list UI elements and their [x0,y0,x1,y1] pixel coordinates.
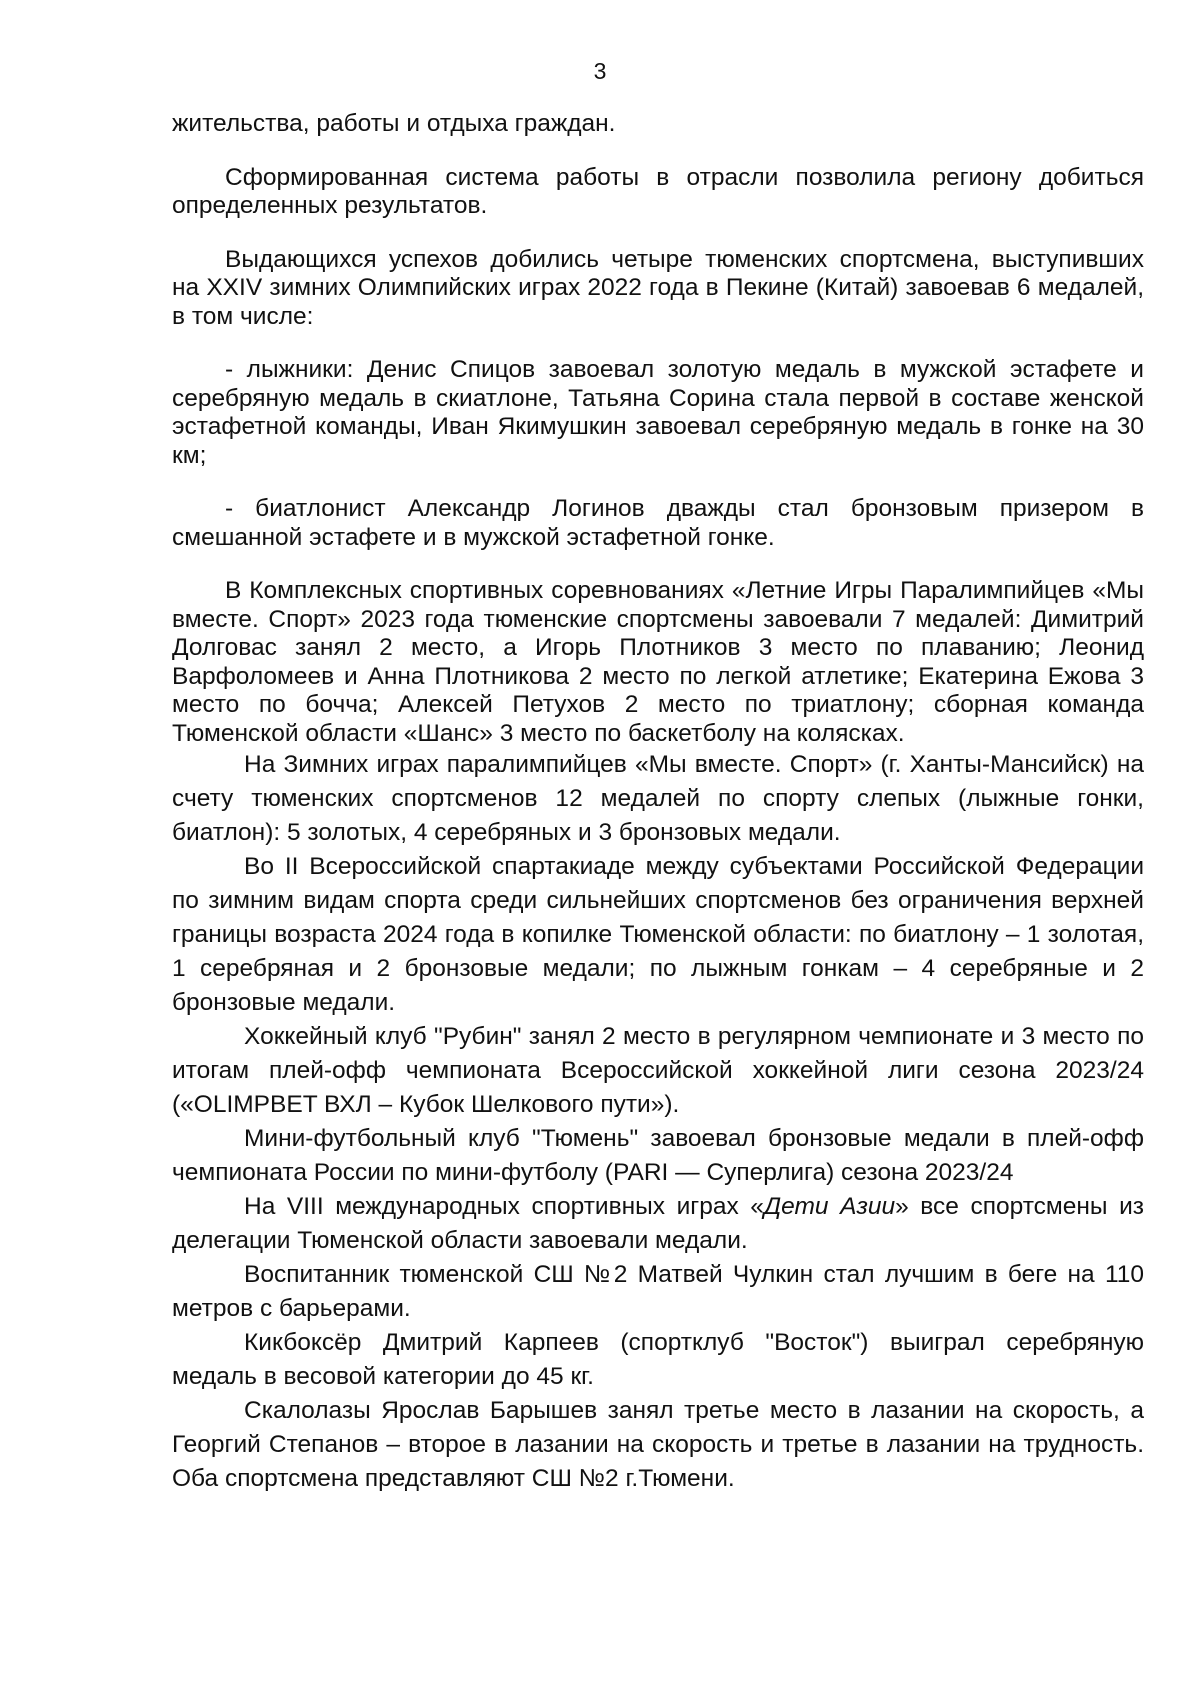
paragraph-children-of-asia [172,1190,1144,1258]
paragraph-olympics: Выдающихся успехов добились четыре тюменских спортсмена, выступивших на XXIV зимних Олимпийских играх 2022 года в Пекине (Китай) завоевав 6 медалей, в том числе: [172,245,1144,330]
paragraph-paralympic-summer: В Комплексных спортивных соревнованиях «Летние Игры Паралимпийцев «Мы вместе. Спорт» 2023 года тюменские спортсмены завоевали 7 медалей: Димитрий Долговас занял 2 место, а Игорь Плотников 3 место по плаванию; Леонид Варфоломеев и Анна Плотникова 2 место по легкой атлетике; Екатерина Ежова 3 место по бочча; Алексей Петухов 2 место по триатлону; сборная команда Тюменской области «Шанс» 3 место по баскетболу на колясках. [172,577,1144,747]
paragraph-karpeev: Кикбоксёр Дмитрий Карпеев (спортклуб "Восток") выиграл серебряную медаль в весовой категории до 45 кг. [172,1329,1144,1390]
paragraph-intro-end: жительства, работы и отдыха граждан. [172,110,616,137]
paragraph-paralympic-winter: На Зимних играх паралимпийцев «Мы вместе. Спорт» (г. Ханты-Мансийск) на счету тюменских спортсменов 12 медалей по спорту слепых (лыжные гонки, биатлон): 5 золотых, 4 серебряных и 3 бронзовых медали. [172,751,1144,846]
page-number: 3 [593,58,607,84]
paragraph-futsal-tyumen: Мини-футбольный клуб "Тюмень" завоевал бронзовые медали в плей-офф чемпионата России по мини-футболу (PARI — Суперлига) сезона 2023/24 [172,1125,1144,1186]
paragraph-biathlete: - биатлонист Александр Логинов дважды стал бронзовым призером в смешанной эстафете и в мужской эстафетной гонке. [172,495,1144,551]
paragraph-spartakiad: Во II Всероссийской спартакиаде между субъектами Российской Федерации по зимним видам спорта среди сильнейших спортсменов без ограничения верхней границы возраста 2024 года в копилке Тюменской области: по биатлону – 1 золотая, 1 серебряная и 2 бронзовые медали; по лыжным гонкам – 4 серебряные и 2 бронзовые медали. [172,853,1144,1016]
paragraph-skiers: - лыжники: Денис Спицов завоевал золотую медаль в мужской эстафете и серебряную медаль в скиатлоне, Татьяна Сорина стала первой в составе женской эстафетной команды, Иван Якимушкин завоевал серебряную медаль в гонке на 30 км; [172,356,1144,469]
paragraph-climbers: Скалолазы Ярослав Барышев занял третье место в лазании на скорость, а Георгий Степанов – второе в лазании на скорость и третье в лазании на трудность. Оба спортсмена представляют СШ №2 г.Тюмени. [172,1397,1144,1492]
children-of-asia-after: » все спортсмены из делегации Тюменской области завоевали медали. [172,1193,1144,1254]
paragraph-chulkin: Воспитанник тюменской СШ №2 Матвей Чулкин стал лучшим в беге на 110 метров с барьерами. [172,1261,1144,1322]
paragraph-hockey-rubin: Хоккейный клуб "Рубин" занял 2 место в регулярном чемпионате и 3 место по итогам плей-офф чемпионата Всероссийской хоккейной лиги сезона 2023/24 («OLIMPBET ВХЛ – Кубок Шелкового пути»). [172,1023,1144,1118]
children-of-asia-before: На VIII международных спортивных играх « [244,1193,764,1220]
children-of-asia-title: Дети Азии [763,1193,896,1220]
paragraph-system-results: Сформированная система работы в отрасли позволила региону добиться определенных результатов. [172,163,1144,219]
document-body [172,110,1144,1496]
